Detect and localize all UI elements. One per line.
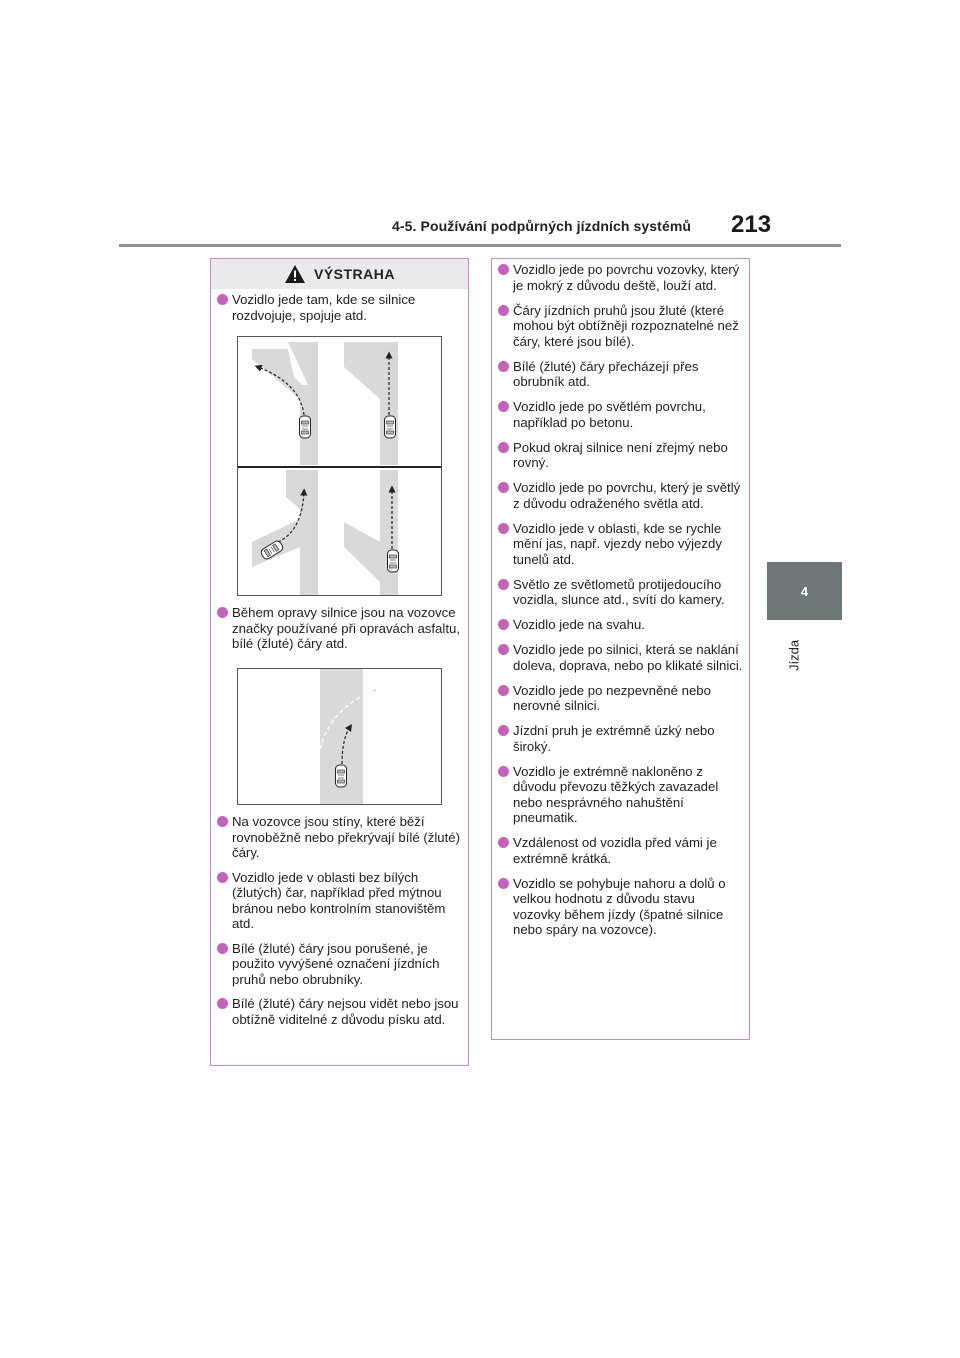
bullet-icon bbox=[498, 685, 509, 696]
list-item: Čáry jízdních pruhů jsou žluté (které mohou být obtížněji rozpoznatelné než čáry, které jsou bílé). bbox=[495, 303, 746, 350]
road-repair-illustration bbox=[237, 668, 442, 805]
list-item: Jízdní pruh je extrémně úzký nebo široký. bbox=[495, 723, 746, 754]
list-item: Vozidlo jede po nezpevněné nebo nerovné silnici. bbox=[495, 683, 746, 714]
warning-header bbox=[211, 259, 468, 289]
list-item: Během opravy silnice jsou na vozovce značky používané při opravách asfaltu, bílé (žluté) čáry atd. bbox=[214, 605, 465, 652]
section-title: 4-5. Používání podpůrných jízdních systémů bbox=[392, 218, 692, 234]
header-divider bbox=[119, 244, 841, 247]
warning-triangle-icon bbox=[284, 264, 306, 284]
warning-title: VÝSTRAHA bbox=[313, 266, 395, 282]
bullet-icon bbox=[217, 816, 228, 827]
bullet-icon bbox=[498, 644, 509, 655]
list-item: Na vozovce jsou stíny, které běží rovnoběžně nebo překrývají bílé (žluté) čáry. bbox=[214, 814, 465, 861]
bullet-icon bbox=[498, 766, 509, 777]
bullet-icon bbox=[498, 619, 509, 630]
bullet-icon bbox=[498, 579, 509, 590]
road-fork-svg bbox=[238, 337, 442, 596]
list-item: Vozidlo jede po světlém povrchu, například po betonu. bbox=[495, 399, 746, 430]
warning-items-group-1 bbox=[211, 292, 469, 323]
list-item: Vozidlo jede po povrchu, který je světlý z důvodu odraženého světla atd. bbox=[495, 480, 746, 511]
bullet-icon bbox=[217, 294, 228, 305]
bullet-icon bbox=[498, 725, 509, 736]
road-fork-illustration bbox=[237, 336, 442, 596]
warning-box bbox=[210, 258, 469, 1066]
list-item: Vozidlo se pohybuje nahoru a dolů o velkou hodnotu z důvodu stavu vozovky během jízdy (špatné silnice nebo spáry na vozovce). bbox=[495, 876, 746, 938]
warning-box-continued bbox=[491, 258, 750, 1040]
bullet-icon bbox=[498, 401, 509, 412]
warning-items-group-2 bbox=[211, 605, 469, 652]
list-item: Vozidlo je extrémně nakloněno z důvodu převozu těžkých zavazadel nebo nesprávného nahuštění pneumatik. bbox=[495, 764, 746, 826]
page-number: 213 bbox=[731, 211, 772, 238]
list-item: Vozidlo jede po silnici, která se naklání doleva, doprava, nebo po klikaté silnici. bbox=[495, 642, 746, 673]
list-item: Vozidlo jede tam, kde se silnice rozdvojuje, spojuje atd. bbox=[214, 292, 465, 323]
bullet-icon bbox=[498, 442, 509, 453]
bullet-icon bbox=[498, 837, 509, 848]
list-item: Bílé (žluté) čáry přecházejí přes obrubník atd. bbox=[495, 359, 746, 390]
bullet-icon bbox=[217, 607, 228, 618]
list-item: Světlo ze světlometů protijedoucího vozidla, slunce atd., svítí do kamery. bbox=[495, 577, 746, 608]
bullet-icon bbox=[498, 361, 509, 372]
warning-items-right bbox=[492, 262, 750, 938]
bullet-icon bbox=[217, 943, 228, 954]
bullet-icon bbox=[498, 523, 509, 534]
warning-items-group-3 bbox=[211, 814, 469, 1027]
bullet-icon bbox=[498, 264, 509, 275]
list-item: Vzdálenost od vozidla před vámi je extrémně krátká. bbox=[495, 835, 746, 866]
chapter-label: Jízda bbox=[786, 639, 802, 671]
bullet-icon bbox=[217, 998, 228, 1009]
chapter-number: 4 bbox=[800, 583, 809, 599]
bullet-icon bbox=[498, 305, 509, 316]
list-item: Vozidlo jede v oblasti bez bílých (žlutých) čar, například před mýtnou bránou nebo kontrolním stanovištěm atd. bbox=[214, 870, 465, 932]
list-item: Bílé (žluté) čáry jsou porušené, je použito vyvýšené označení jízdních pruhů nebo obrubníky. bbox=[214, 941, 465, 988]
bullet-icon bbox=[498, 878, 509, 889]
bullet-icon bbox=[498, 482, 509, 493]
list-item: Bílé (žluté) čáry nejsou vidět nebo jsou obtížně viditelné z důvodu písku atd. bbox=[214, 996, 465, 1027]
bullet-icon bbox=[217, 872, 228, 883]
chapter-tab bbox=[767, 562, 842, 620]
list-item: Vozidlo jede po povrchu vozovky, který je mokrý z důvodu deště, louží atd. bbox=[495, 262, 746, 293]
list-item: Vozidlo jede na svahu. bbox=[495, 617, 746, 633]
list-item: Pokud okraj silnice není zřejmý nebo rovný. bbox=[495, 440, 746, 471]
list-item: Vozidlo jede v oblasti, kde se rychle mění jas, např. vjezdy nebo výjezdy tunelů atd. bbox=[495, 521, 746, 568]
road-repair-svg bbox=[238, 669, 442, 805]
